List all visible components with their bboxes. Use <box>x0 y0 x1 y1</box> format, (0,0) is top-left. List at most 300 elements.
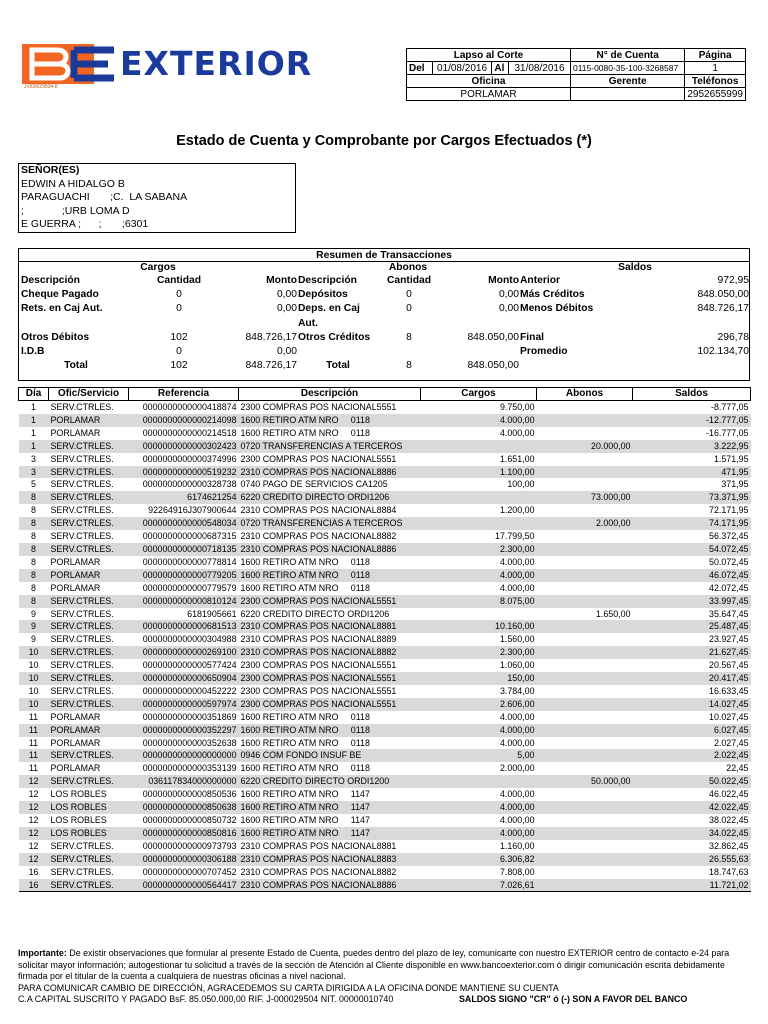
abonos-desc: Depósitos <box>298 289 348 300</box>
row-descripcion: 2300 COMPRAS POS NACIONAL5551 <box>239 698 421 711</box>
row-dia: 10 <box>19 698 49 711</box>
row-dia: 10 <box>28 660 39 671</box>
row-oficina: PORLAMAR <box>49 414 129 427</box>
row-descripcion: 6220 CREDITO DIRECTO ORDI1206 <box>239 491 421 504</box>
exterior-logo-mark-icon <box>22 42 122 86</box>
row-referencia: 0000000000000328738 <box>142 479 237 490</box>
logo-rif: J-000029504-8 <box>24 84 58 90</box>
abonos-desc-header: Descripción <box>298 275 357 286</box>
saldos-sign-note: SALDOS SIGNO "CR" ó (-) SON A FAVOR DEL BANCO <box>459 994 688 1005</box>
row-cargo <box>421 491 537 504</box>
row-referencia: 0000000000000304988 <box>142 634 237 645</box>
row-cargo: 6.306,82 <box>421 853 537 866</box>
row-descripcion: 1600 RETIRO ATM NRO 0118 <box>240 427 370 438</box>
row-dia: 9 <box>31 608 36 619</box>
cargos-cantidad-header: Cantidad <box>156 275 202 286</box>
header-saldos: Saldos <box>633 388 751 401</box>
row-oficina: LOS ROBLES <box>50 815 107 825</box>
row-oficina: SERV.CTRLES. <box>49 672 129 685</box>
header-referencia: Referencia <box>129 388 239 401</box>
row-descripcion: 0720 TRANSFERENCIAS A TERCEROS <box>239 517 421 530</box>
abonos-monto: 0,00 <box>498 289 519 300</box>
row-abono: 73.000,00 <box>537 491 633 504</box>
row-referencia: 0000000000000718135 <box>129 543 239 556</box>
row-referencia: 0000000000000418874 <box>142 402 237 412</box>
cargos-monto: 848.726,17 <box>245 332 297 343</box>
cargos-desc: Cheque Pagado <box>21 289 99 300</box>
row-oficina: SERV.CTRLES. <box>49 775 129 788</box>
row-oficina: SERV.CTRLES. <box>49 491 129 504</box>
cargos-total-monto: 848.726,17 <box>245 360 297 371</box>
client-address-line: E GUERRA ; ; ;6301 <box>21 218 149 230</box>
row-descripcion: 1600 RETIRO ATM NRO 0118 <box>240 711 370 722</box>
row-referencia: 0000000000000778814 <box>142 556 237 567</box>
row-saldo: 56.372,45 <box>709 531 749 542</box>
row-descripcion: 2310 COMPRAS POS NACIONAL8889 <box>240 634 397 645</box>
row-abono <box>537 620 633 633</box>
row-dia: 10 <box>19 646 49 659</box>
importante-text: De existir observaciones que formular al presente Estado de Cuenta, puedes dentro del plazo de ley, comunicarte con nuestro EXTERIOR centro de contacto e-24 para solicitar mayor información; autogestionar tu solicitud a través de la sección de Atención al Cliente disponible en www.bancoexterior.com ó dirigir comunicación escrita debidamente firmada por el titular de la cuenta a cualquiera de nuestras oficinas a nivel nacional. <box>18 948 730 982</box>
row-referencia: 0000000000000214518 <box>142 427 237 438</box>
row-dia: 11 <box>28 737 39 748</box>
row-descripcion: 2300 COMPRAS POS NACIONAL5551 <box>239 672 421 685</box>
row-descripcion: 2310 COMPRAS POS NACIONAL8883 <box>239 853 421 866</box>
row-oficina: SERV.CTRLES. <box>49 466 129 479</box>
row-saldo: 33.997,45 <box>633 595 751 608</box>
row-referencia: 0000000000000779579 <box>142 582 237 593</box>
row-dia: 3 <box>31 453 36 464</box>
row-dia: 8 <box>31 582 36 593</box>
table-row <box>19 595 751 608</box>
footer-notes <box>18 948 750 1006</box>
row-dia: 12 <box>19 853 49 866</box>
row-oficina: SERV.CTRLES. <box>49 698 129 711</box>
row-oficina: SERV.CTRLES. <box>49 595 129 608</box>
row-cargo: 4.000,00 <box>499 737 535 748</box>
abonos-desc: Otros Créditos <box>298 332 371 343</box>
abonos-total-monto: 848.050,00 <box>467 360 519 371</box>
cargos-cantidad: 0 <box>176 303 182 314</box>
row-cargo: 10.160,00 <box>421 620 537 633</box>
row-descripcion: 1600 RETIRO ATM NRO 0118 <box>239 569 421 582</box>
oficina-label: Oficina <box>407 75 571 88</box>
row-dia: 8 <box>31 531 36 542</box>
table-row <box>19 685 751 698</box>
row-saldo: 32.862,45 <box>709 840 749 851</box>
row-saldo: 16.633,45 <box>709 685 749 696</box>
row-dia: 8 <box>19 595 49 608</box>
row-descripcion: 2310 COMPRAS POS NACIONAL8884 <box>240 505 397 516</box>
row-descripcion: 1600 RETIRO ATM NRO 0118 <box>239 724 421 737</box>
row-oficina: SERV.CTRLES. <box>49 620 129 633</box>
row-dia: 8 <box>19 569 49 582</box>
row-dia: 11 <box>28 711 39 722</box>
row-cargo: 4.000,00 <box>499 815 535 825</box>
saldo-label: Anterior <box>520 275 561 286</box>
header-dia: Día <box>19 388 49 401</box>
row-abono <box>537 466 633 479</box>
row-cargo: 1.100,00 <box>421 466 537 479</box>
row-saldo: 14.027,45 <box>633 698 751 711</box>
row-descripcion: 0946 COM FONDO INSUF BE <box>239 749 421 762</box>
row-saldo: 20.417,45 <box>633 672 751 685</box>
row-cargo: 4.000,00 <box>421 414 537 427</box>
table-row <box>19 827 751 840</box>
header-descripcion: Descripción <box>239 388 421 401</box>
row-dia: 3 <box>19 466 49 479</box>
row-dia: 1 <box>19 414 49 427</box>
row-oficina: SERV.CTRLES. <box>50 453 114 464</box>
table-row <box>19 711 751 724</box>
row-dia: 1 <box>31 427 36 438</box>
row-abono <box>537 453 633 466</box>
address-change-note: PARA COMUNICAR CAMBIO DE DIRECCIÓN, AGRACEDEMOS SU CARTA DIRIGIDA A LA OFICINA DONDE MANTIENE SU CUENTA <box>18 982 559 993</box>
row-abono <box>537 556 633 569</box>
table-row <box>19 620 751 633</box>
row-abono <box>537 659 633 672</box>
saldo-value: 972,95 <box>717 275 749 286</box>
table-row <box>19 698 751 711</box>
row-dia: 1 <box>31 402 36 412</box>
saldo-label: Más Créditos <box>520 289 585 300</box>
row-referencia: 0000000000000000000 <box>129 749 239 762</box>
transactions-table <box>18 387 751 892</box>
row-referencia: 0000000000000352638 <box>142 737 237 748</box>
row-oficina: LOS ROBLES <box>50 789 107 800</box>
row-abono <box>537 569 633 582</box>
client-address-box <box>18 163 296 233</box>
row-descripcion: 2310 COMPRAS POS NACIONAL8881 <box>240 840 397 851</box>
al-label: Al <box>492 62 509 75</box>
row-cargo: 2.000,00 <box>499 763 535 774</box>
row-saldo: 23.927,45 <box>709 634 749 645</box>
page-title: Estado de Cuenta y Comprobante por Cargos Efectuados (*) <box>176 133 592 149</box>
row-oficina: SERV.CTRLES. <box>49 749 129 762</box>
row-cargo: 4.000,00 <box>499 556 535 567</box>
table-row <box>19 866 751 879</box>
table-row <box>19 414 751 427</box>
cargos-cantidad: 0 <box>176 289 182 300</box>
saldo-label: Final <box>520 332 545 343</box>
row-abono <box>537 801 633 814</box>
row-cargo: 7.026,61 <box>421 879 537 892</box>
row-oficina: PORLAMAR <box>49 724 129 737</box>
row-dia: 8 <box>31 556 36 567</box>
row-abono <box>537 724 633 737</box>
row-oficina: SERV.CTRLES. <box>49 440 129 453</box>
row-referencia: 0000000000000779205 <box>129 569 239 582</box>
row-abono <box>537 840 633 853</box>
abonos-cantidad: 8 <box>406 332 412 343</box>
header-cargos: Cargos <box>421 388 537 401</box>
row-referencia: 0000000000000374996 <box>142 453 237 464</box>
cargos-monto: 0,00 <box>276 346 297 357</box>
row-saldo: 2.022,45 <box>633 749 751 762</box>
client-label: SEÑOR(ES) <box>21 164 80 176</box>
row-saldo: 42.072,45 <box>709 582 749 593</box>
row-dia: 8 <box>19 517 49 530</box>
row-abono <box>537 633 633 646</box>
row-referencia: 0000000000000452222 <box>142 685 237 696</box>
client-address-line: PARAGUACHI ;C. LA SABANA <box>21 191 188 203</box>
summary-title: Resumen de Transacciones <box>19 249 749 262</box>
row-dia: 16 <box>19 879 49 892</box>
row-referencia: 0000000000000214098 <box>129 414 239 427</box>
row-descripcion: 2300 COMPRAS POS NACIONAL5551 <box>240 402 397 412</box>
row-dia: 12 <box>19 827 49 840</box>
table-row <box>19 530 751 543</box>
row-descripcion: 1600 RETIRO ATM NRO 1147 <box>239 827 421 840</box>
row-descripcion: 1600 RETIRO ATM NRO 0118 <box>239 414 421 427</box>
gerente-label: Gerente <box>570 75 684 88</box>
row-referencia: 0000000000000564417 <box>129 879 239 892</box>
cargos-cantidad: 0 <box>176 346 182 357</box>
table-row <box>19 517 751 530</box>
row-saldo: 54.072,45 <box>633 543 751 556</box>
capital-line <box>18 994 750 1006</box>
row-dia: 12 <box>19 775 49 788</box>
row-oficina: SERV.CTRLES. <box>50 840 114 851</box>
header-oficina: Ofic/Servicio <box>49 388 129 401</box>
client-address-line: ; ;URB LOMA D <box>21 204 130 217</box>
capital-text: C.A CAPITAL SUSCRITO Y PAGADO BsF. 85.050.000,00 RIF. J-000029504 NIT. 00000010740 <box>18 994 394 1005</box>
table-row <box>19 608 751 621</box>
row-referencia: 0000000000000306188 <box>129 853 239 866</box>
row-dia: 5 <box>31 479 36 490</box>
row-cargo: 1.560,00 <box>499 634 535 645</box>
table-row <box>19 633 751 646</box>
header-abonos: Abonos <box>537 388 633 401</box>
row-referencia: 0000000000000850732 <box>142 815 237 825</box>
row-referencia: 0000000000000650904 <box>129 672 239 685</box>
cargos-monto: 0,00 <box>276 303 297 314</box>
row-oficina: PORLAMAR <box>50 427 101 438</box>
row-saldo: 11.721,02 <box>633 879 751 892</box>
row-referencia: 0000000000000850536 <box>142 789 237 800</box>
row-referencia: 6181905661 <box>187 608 237 619</box>
abonos-group: Abonos <box>388 262 428 273</box>
row-saldo: 46.022,45 <box>709 789 749 800</box>
row-cargo: 100,00 <box>507 479 535 490</box>
row-dia: 9 <box>31 634 36 645</box>
table-row <box>19 672 751 685</box>
abonos-cantidad: 0 <box>406 289 412 300</box>
row-saldo: 21.627,45 <box>633 646 751 659</box>
row-abono <box>537 853 633 866</box>
transactions-summary <box>18 248 750 381</box>
row-dia: 8 <box>19 543 49 556</box>
table-row <box>19 814 751 827</box>
row-oficina: PORLAMAR <box>50 711 101 722</box>
row-abono: 50.000,00 <box>537 775 633 788</box>
row-dia: 10 <box>19 672 49 685</box>
row-descripcion: 1600 RETIRO ATM NRO 0118 <box>240 763 370 774</box>
table-header-row <box>19 388 751 401</box>
row-abono <box>537 530 633 543</box>
row-saldo: 3.222,95 <box>633 440 751 453</box>
transactions-body <box>19 401 751 892</box>
row-saldo: -12.777,05 <box>633 414 751 427</box>
del-date: 01/08/2016 <box>432 62 492 75</box>
row-cargo: 9.750,00 <box>499 402 535 412</box>
row-abono <box>537 646 633 659</box>
row-oficina: SERV.CTRLES. <box>49 517 129 530</box>
row-descripcion: 1600 RETIRO ATM NRO 1147 <box>240 815 370 825</box>
cargos-total-cantidad: 102 <box>170 360 188 371</box>
row-referencia: 0000000000000351869 <box>142 711 237 722</box>
row-cargo: 1.160,00 <box>499 840 535 851</box>
abonos-total-cantidad: 8 <box>406 360 412 371</box>
row-descripcion: 2310 COMPRAS POS NACIONAL8886 <box>239 879 421 892</box>
row-dia: 11 <box>28 763 39 774</box>
abonos-total-label: Total <box>326 360 350 371</box>
row-cargo: 4.000,00 <box>421 801 537 814</box>
abonos-desc: Deps. en Caj Aut. <box>298 303 360 329</box>
cargos-monto-header: Monto <box>266 275 297 286</box>
row-cargo <box>421 517 537 530</box>
bank-logo <box>22 40 313 96</box>
table-row <box>19 749 751 762</box>
saldo-value: 848.050,00 <box>697 289 749 300</box>
row-oficina: SERV.CTRLES. <box>49 853 129 866</box>
row-abono <box>537 478 633 491</box>
cuenta-label: N° de Cuenta <box>570 49 684 62</box>
row-descripcion: 2300 COMPRAS POS NACIONAL5551 <box>239 595 421 608</box>
telefono-value: 2952655999 <box>685 88 746 101</box>
summary-body <box>19 274 749 380</box>
row-oficina: SERV.CTRLES. <box>50 505 114 516</box>
row-abono <box>537 737 633 750</box>
row-abono: 2.000,00 <box>537 517 633 530</box>
row-dia: 1 <box>19 440 49 453</box>
row-dia: 12 <box>28 789 39 800</box>
lapso-label: Lapso al Corte <box>407 49 571 62</box>
row-saldo: 18.747,63 <box>709 866 749 877</box>
row-descripcion: 2310 COMPRAS POS NACIONAL8881 <box>239 620 421 633</box>
row-oficina: SERV.CTRLES. <box>50 531 114 542</box>
row-referencia: 0000000000000597974 <box>129 698 239 711</box>
row-saldo: 34.022,45 <box>633 827 751 840</box>
row-cargo <box>421 440 537 453</box>
table-row <box>19 401 751 414</box>
row-referencia: 6174621254 <box>129 491 239 504</box>
row-referencia: 0000000000000681513 <box>129 620 239 633</box>
row-abono <box>537 672 633 685</box>
row-descripcion: 2310 COMPRAS POS NACIONAL8882 <box>239 646 421 659</box>
saldo-value: 296,78 <box>717 332 749 343</box>
row-oficina: SERV.CTRLES. <box>50 402 114 412</box>
row-cargo: 2.606,00 <box>421 698 537 711</box>
row-abono <box>537 698 633 711</box>
row-abono <box>537 749 633 762</box>
row-saldo: 471,95 <box>633 466 751 479</box>
row-referencia: 0000000000000973793 <box>142 840 237 851</box>
table-row <box>19 453 751 466</box>
table-row <box>19 724 751 737</box>
row-descripcion: 2310 COMPRAS POS NACIONAL8882 <box>240 531 397 542</box>
table-row <box>19 879 751 892</box>
row-referencia: 0000000000000519232 <box>129 466 239 479</box>
row-abono <box>537 762 633 775</box>
telefonos-label: Teléfonos <box>685 75 746 88</box>
cargos-desc: I.D.B <box>21 346 45 357</box>
row-descripcion: 1600 RETIRO ATM NRO 1147 <box>240 789 370 800</box>
saldos-group: Saldos <box>618 262 652 273</box>
row-cargo: 2.300,00 <box>421 646 537 659</box>
row-cargo: 4.000,00 <box>421 569 537 582</box>
row-cargo: 17.799,50 <box>495 531 535 542</box>
row-referencia: 0000000000000850816 <box>129 827 239 840</box>
row-referencia: 92264916J307900644 <box>148 505 237 516</box>
row-cargo: 4.000,00 <box>499 789 535 800</box>
account-number: 0115-0080-35-100-3268587 <box>570 62 684 75</box>
table-row <box>19 478 751 491</box>
row-referencia: 0000000000000687315 <box>142 531 237 542</box>
row-saldo: 50.022,45 <box>633 775 751 788</box>
row-saldo: 6.027,45 <box>633 724 751 737</box>
row-cargo: 4.000,00 <box>499 711 535 722</box>
al-date: 31/08/2016 <box>509 62 571 75</box>
row-descripcion: 0740 PAGO DE SERVICIOS CA1205 <box>240 479 388 490</box>
row-saldo: 73.371,95 <box>633 491 751 504</box>
table-row <box>19 582 751 595</box>
row-abono: 20.000,00 <box>537 440 633 453</box>
row-cargo <box>421 608 537 621</box>
row-oficina: PORLAMAR <box>50 582 101 593</box>
row-oficina: SERV.CTRLES. <box>49 646 129 659</box>
row-dia: 12 <box>28 815 39 825</box>
row-descripcion: 2310 COMPRAS POS NACIONAL8886 <box>239 543 421 556</box>
row-cargo: 4.000,00 <box>421 724 537 737</box>
row-referencia: 0000000000000850638 <box>129 801 239 814</box>
row-saldo: 371,95 <box>721 479 749 490</box>
abonos-monto: 0,00 <box>498 303 519 314</box>
row-abono <box>537 543 633 556</box>
row-dia: 10 <box>28 685 39 696</box>
row-descripcion: 2300 COMPRAS POS NACIONAL5551 <box>240 453 397 464</box>
row-descripcion: 2300 COMPRAS POS NACIONAL5551 <box>240 685 397 696</box>
pagina-label: Página <box>685 49 746 62</box>
table-row <box>19 840 751 853</box>
row-cargo: 4.000,00 <box>499 427 535 438</box>
gerente-value <box>570 88 684 101</box>
row-abono <box>537 879 633 892</box>
saldo-value: 102.134,70 <box>697 346 749 357</box>
row-referencia: 0000000000000577424 <box>142 660 237 671</box>
row-cargo: 150,00 <box>421 672 537 685</box>
row-abono <box>537 827 633 840</box>
row-descripcion: 1600 RETIRO ATM NRO 0118 <box>240 582 370 593</box>
row-saldo: 10.027,45 <box>709 711 749 722</box>
row-cargo: 1.651,00 <box>499 453 535 464</box>
row-descripcion: 1600 RETIRO ATM NRO 1147 <box>239 801 421 814</box>
importante-label: Importante: <box>18 948 67 958</box>
row-oficina: LOS ROBLES <box>49 827 129 840</box>
cargos-desc: Rets. en Caj Aut. <box>21 303 103 314</box>
row-cargo: 2.300,00 <box>421 543 537 556</box>
importante-note <box>18 948 750 983</box>
oficina-value: PORLAMAR <box>407 88 571 101</box>
row-cargo: 5,00 <box>421 749 537 762</box>
row-cargo: 4.000,00 <box>421 827 537 840</box>
row-cargo <box>421 775 537 788</box>
table-row <box>19 440 751 453</box>
row-dia: 11 <box>19 724 49 737</box>
cargos-desc: Otros Débitos <box>21 332 90 343</box>
row-saldo: 50.072,45 <box>709 556 749 567</box>
cargos-desc-header: Descripción <box>21 275 80 286</box>
row-saldo: -16.777,05 <box>706 427 749 438</box>
